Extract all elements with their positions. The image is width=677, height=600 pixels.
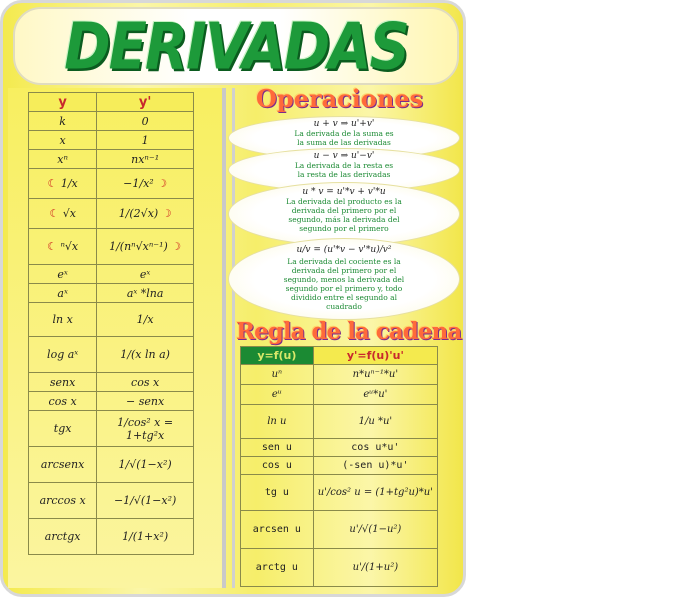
cell-dy: nxⁿ⁻¹ [97, 150, 194, 169]
table-row [29, 519, 194, 555]
cell-y: aˣ [29, 284, 97, 303]
crescent-icon: ☽ [171, 240, 182, 253]
cell-y: sen u [241, 439, 314, 457]
header-y: y [29, 93, 97, 112]
cell-y: 1/x [60, 177, 78, 190]
cell-dy: 1/(2√x) [118, 207, 159, 220]
cell-y: tgx [29, 411, 97, 447]
cell-dy: u'/cos² u = (1+tg²u)*u' [313, 475, 437, 511]
cell-dy: − senx [97, 392, 194, 411]
cell-y: eˣ [29, 265, 97, 284]
cell-dy: 1/(1+x²) [97, 519, 194, 555]
table-row [29, 337, 194, 373]
cell-y-wrap [29, 199, 97, 229]
cell-y: tg u [241, 475, 314, 511]
table-row [29, 303, 194, 337]
cell-y: arcsen u [241, 511, 314, 549]
cell-y: uⁿ [241, 365, 314, 385]
header-dfu: y'=f(u)'u' [313, 347, 437, 365]
crescent-icon: ☽ [161, 207, 172, 220]
chain-rule-table [240, 346, 438, 587]
cell-y: eᵘ [241, 385, 314, 405]
cell-y: ⁿ√x [60, 240, 79, 253]
table-row [29, 411, 194, 447]
cell-dy: 0 [97, 112, 194, 131]
operation-quotient [228, 238, 460, 320]
operation-formula: u − v ⇒ u'−v' [313, 151, 375, 161]
table-row [241, 549, 438, 587]
title-banner [13, 7, 459, 85]
page-title: DERIVADAS [64, 10, 408, 85]
operation-formula: u + v ⇒ u'+v' [313, 119, 375, 129]
cell-y: x [29, 131, 97, 150]
regla-cadena-title: Regla de la cadena [236, 318, 462, 345]
table-row [241, 439, 438, 457]
table-row [241, 385, 438, 405]
cell-dy: cos x [97, 373, 194, 392]
table-row [29, 284, 194, 303]
table-header [29, 93, 194, 112]
operation-formula: u/v = (u'*v − v'*u)/v² [296, 245, 392, 255]
table-row [29, 483, 194, 519]
cell-dy: −1/√(1−x²) [97, 483, 194, 519]
cell-y-wrap [29, 229, 97, 265]
cell-dy: 1/cos² x = 1+tg²x [97, 411, 194, 447]
crescent-icon: ☾ [49, 207, 60, 220]
table-row [29, 150, 194, 169]
table-row [241, 511, 438, 549]
cell-y: senx [29, 373, 97, 392]
cell-dy: 1/√(1−x²) [97, 447, 194, 483]
cell-dy: 1/x [97, 303, 194, 337]
crescent-icon: ☽ [157, 177, 168, 190]
table-row [241, 405, 438, 439]
table-header [241, 347, 438, 365]
cell-dy-wrap [97, 229, 194, 265]
cell-dy: 1 [97, 131, 194, 150]
operation-desc: La derivada del cociente es la derivada del primero por el segundo, menos la derivada del segundo por el primero y, todo dividido entre el segundo al cuadrado [283, 257, 405, 311]
cell-y: cos x [29, 392, 97, 411]
cell-y: arctgx [29, 519, 97, 555]
table-row [241, 457, 438, 475]
cell-y: ln u [241, 405, 314, 439]
table-row [29, 447, 194, 483]
cell-y: arccos x [29, 483, 97, 519]
cell-dy-wrap [97, 169, 194, 199]
cell-dy: eᵘ*u' [313, 385, 437, 405]
cell-dy: eˣ [97, 265, 194, 284]
cell-y: arctg u [241, 549, 314, 587]
cell-y: arcsenx [29, 447, 97, 483]
table-row [29, 229, 194, 265]
header-fu: y=f(u) [241, 347, 314, 365]
cell-dy: −1/x² [123, 177, 154, 190]
cell-dy: (-sen u)*u' [313, 457, 437, 475]
table-row [29, 392, 194, 411]
cell-y: log aˣ [29, 337, 97, 373]
operation-desc: La derivada de la suma es la suma de las derivadas [294, 129, 394, 147]
operation-formula: u * v = u'*v + v'*u [302, 187, 386, 197]
cell-dy-wrap [97, 199, 194, 229]
cell-y: ln x [29, 303, 97, 337]
cell-y: √x [62, 207, 76, 220]
table-row [29, 373, 194, 392]
operation-desc: La derivada del producto es la derivada del primero por el segundo, más la derivada del segundo por el primero [286, 197, 402, 233]
table-row [29, 199, 194, 229]
cell-dy: u'/√(1−u²) [313, 511, 437, 549]
header-dy: y' [97, 93, 194, 112]
crescent-icon: ☾ [47, 240, 57, 253]
cell-dy: 1/(x ln a) [97, 337, 194, 373]
table-row [241, 475, 438, 511]
operation-desc: La derivada de la resta es la resta de las derivadas [294, 161, 394, 179]
cell-y: cos u [241, 457, 314, 475]
table-row [29, 131, 194, 150]
table-row [29, 265, 194, 284]
table-row [29, 112, 194, 131]
cell-y-wrap [29, 169, 97, 199]
operaciones-title: Operaciones [256, 84, 424, 113]
cell-dy: cos u*u' [313, 439, 437, 457]
cell-dy: n*uⁿ⁻¹*u' [313, 365, 437, 385]
cell-dy: 1/u *u' [313, 405, 437, 439]
crescent-icon: ☾ [47, 177, 58, 190]
cell-dy: 1/(nⁿ√xⁿ⁻¹) [109, 240, 168, 253]
cell-dy: aˣ *lna [97, 284, 194, 303]
table-row [241, 365, 438, 385]
cell-y: k [29, 112, 97, 131]
derivative-table [28, 92, 194, 555]
table-row [29, 169, 194, 199]
cell-dy: u'/(1+u²) [313, 549, 437, 587]
operation-product [228, 182, 460, 246]
cell-y: xⁿ [29, 150, 97, 169]
